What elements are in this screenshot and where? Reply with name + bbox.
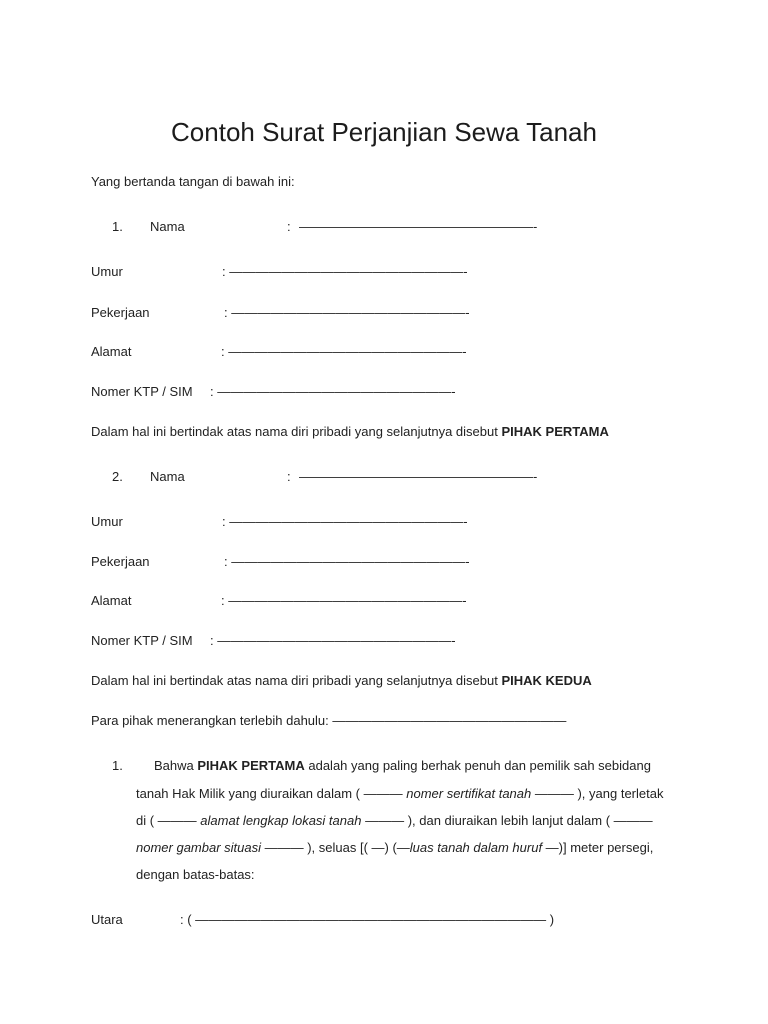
party2-pekerjaan-label: Pekerjaan	[91, 554, 150, 569]
party2-nama-sep: :	[287, 469, 291, 484]
party2-number: 2.	[112, 469, 123, 484]
clause1-line3	[136, 813, 653, 828]
para-intro: Para pihak menerangkan terlebih dahulu: ——————————————————	[91, 713, 567, 728]
party2-designation: PIHAK KEDUA	[501, 673, 592, 688]
party1-ktp-field: : ——————————————————-	[210, 384, 456, 399]
clause1-l4-d: —)] meter persegi,	[542, 840, 654, 855]
clause1-l3-c: ——— ), dan diuraikan lebih lanjut dalam ( ———	[361, 813, 653, 828]
party1-nama-field: ——————————————————-	[299, 219, 538, 234]
party1-umur-label: Umur	[91, 264, 123, 279]
party2-alamat-label: Alamat	[91, 593, 132, 608]
party1-designation: PIHAK PERTAMA	[501, 424, 609, 439]
party2-statement	[91, 673, 592, 688]
clause1-l1-c: adalah yang paling berhak penuh dan pemilik sah sebidang	[304, 758, 651, 773]
party2-pekerjaan-field: : ——————————————————-	[224, 554, 470, 569]
party1-umur-field: : ——————————————————-	[222, 264, 468, 279]
intro-text: Yang bertanda tangan di bawah ini:	[91, 174, 295, 189]
clause1-l4-c: luas tanah dalam huruf	[409, 840, 543, 855]
clause1-line5: dengan batas-batas:	[136, 867, 255, 882]
clause1-l1-a: Bahwa	[154, 758, 198, 773]
party2-ktp-field: : ——————————————————-	[210, 633, 456, 648]
party1-pekerjaan-field: : ——————————————————-	[224, 305, 470, 320]
party1-alamat-field: : ——————————————————-	[221, 344, 467, 359]
party1-pekerjaan-label: Pekerjaan	[91, 305, 150, 320]
utara-field: : ( ——————————————————————————— )	[180, 912, 555, 927]
party1-number: 1.	[112, 219, 123, 234]
clause1-number: 1.	[112, 758, 123, 773]
party2-statement-text: Dalam hal ini bertindak atas nama diri pribadi yang selanjutnya disebut	[91, 673, 502, 688]
clause1-l4-b: ——— ), seluas [( —) (—	[261, 840, 410, 855]
clause1-l4-a: nomer gambar situasi	[136, 840, 261, 855]
utara-label: Utara	[91, 912, 123, 927]
party2-nama-label: Nama	[150, 469, 185, 484]
party2-umur-field: : ——————————————————-	[222, 514, 468, 529]
party2-alamat-field: : ——————————————————-	[221, 593, 467, 608]
clause1-line4	[136, 840, 653, 855]
party2-nama-field: ——————————————————-	[299, 469, 538, 484]
party1-alamat-label: Alamat	[91, 344, 132, 359]
clause1-l3-a: di ( ———	[136, 813, 201, 828]
clause1-l2-b: nomer sertifikat tanah	[406, 786, 532, 801]
clause1-l3-b: alamat lengkap lokasi tanah	[200, 813, 362, 828]
party1-nama-sep: :	[287, 219, 291, 234]
clause1-line1	[154, 758, 651, 773]
party1-statement-text: Dalam hal ini bertindak atas nama diri pribadi yang selanjutnya disebut	[91, 424, 502, 439]
party2-ktp-label: Nomer KTP / SIM	[91, 633, 193, 648]
party1-nama-label: Nama	[150, 219, 185, 234]
party1-ktp-label: Nomer KTP / SIM	[91, 384, 193, 399]
clause1-l2-c: ——— ), yang terletak	[531, 786, 664, 801]
party1-statement	[91, 424, 609, 439]
clause1-line2	[136, 786, 663, 801]
page-title: Contoh Surat Perjanjian Sewa Tanah	[171, 117, 597, 147]
party2-umur-label: Umur	[91, 514, 123, 529]
clause1-l1-b: PIHAK PERTAMA	[197, 758, 305, 773]
clause1-l2-a: tanah Hak Milik yang diuraikan dalam ( ———	[136, 786, 407, 801]
